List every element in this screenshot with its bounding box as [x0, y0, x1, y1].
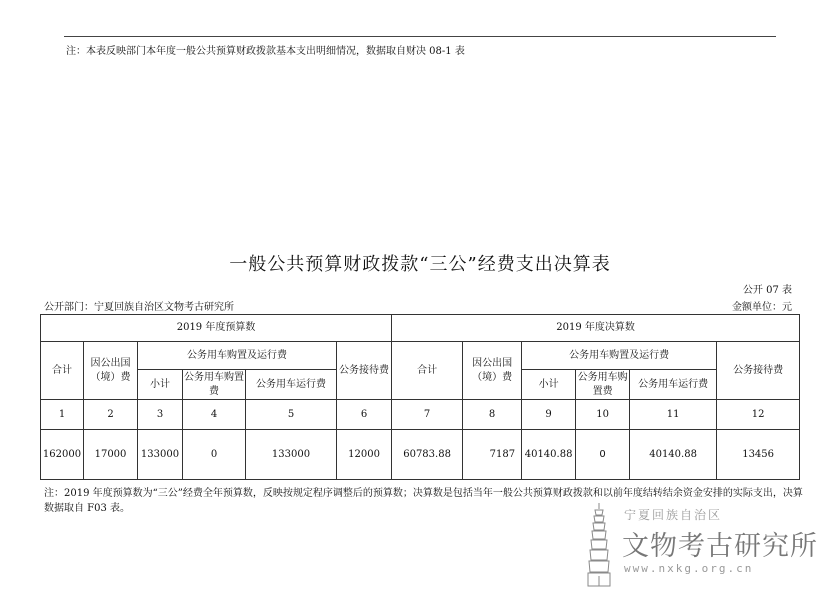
col-number: 5: [246, 400, 337, 430]
watermark-url: www.nxkg.org.cn: [624, 562, 754, 575]
budget-operation-value: 133000: [246, 430, 337, 480]
final-subtotal-header: 小计: [522, 370, 576, 400]
final-reception-value: 13456: [717, 430, 800, 480]
final-subtotal-value: 40140.88: [522, 430, 576, 480]
budget-vehicle-header: 公务用车购置及运行费: [138, 342, 337, 370]
budget-abroad-value: 17000: [84, 430, 138, 480]
final-purchase-header: 公务用车购置费: [576, 370, 630, 400]
final-header: 2019 年度决算数: [392, 315, 800, 342]
col-number: 2: [84, 400, 138, 430]
budget-subtotal-value: 133000: [138, 430, 183, 480]
budget-header: 2019 年度预算数: [41, 315, 392, 342]
column-number-row: [41, 400, 800, 430]
final-reception-header: 公务接待费: [717, 342, 800, 400]
col-number: 10: [576, 400, 630, 430]
col-number: 9: [522, 400, 576, 430]
col-number: 12: [717, 400, 800, 430]
final-total-value: 60783.88: [392, 430, 463, 480]
final-operation-value: 40140.88: [630, 430, 717, 480]
three-public-expense-table: [40, 314, 800, 480]
final-vehicle-header: 公务用车购置及运行费: [522, 342, 717, 370]
budget-abroad-header: 因公出国（境）费: [84, 342, 138, 400]
department-label: 公开部门：宁夏回族自治区文物考古研究所: [44, 302, 234, 313]
col-number: 3: [138, 400, 183, 430]
budget-reception-value: 12000: [337, 430, 392, 480]
budget-subtotal-header: 小计: [138, 370, 183, 400]
budget-total-value: 162000: [41, 430, 84, 480]
col-number: 1: [41, 400, 84, 430]
final-abroad-value: 7187: [463, 430, 522, 480]
final-abroad-header: 因公出国（境）费: [463, 342, 522, 400]
institute-watermark: [586, 502, 816, 588]
final-total-header: 合计: [392, 342, 463, 400]
col-number: 11: [630, 400, 717, 430]
page-title: 一般公共预算财政拨款“三公”经费支出决算表: [229, 254, 611, 275]
footnote: 注：2019 年度预算数为“三公”经费全年预算数，反映按规定程序调整后的预算数；决算数是包括当年一般公共预算财政拨款和以前年度结转结余资金安排的实际支出，决算数据取自 F03 表。: [44, 488, 803, 514]
pagoda-icon: [586, 502, 612, 588]
amount-unit: 金额单位：元: [732, 302, 792, 313]
final-operation-header: 公务用车运行费: [630, 370, 717, 400]
col-number: 8: [463, 400, 522, 430]
col-number: 6: [337, 400, 392, 430]
budget-total-header: 合计: [41, 342, 84, 400]
col-number: 4: [183, 400, 246, 430]
budget-reception-header: 公务接待费: [337, 342, 392, 400]
budget-purchase-header: 公务用车购置费: [183, 370, 246, 400]
budget-operation-header: 公务用车运行费: [246, 370, 337, 400]
value-row: [41, 430, 800, 480]
watermark-region: 宁夏回族自治区: [624, 508, 723, 522]
form-number: 公开 07 表: [742, 285, 792, 296]
top-note: 注：本表反映部门本年度一般公共预算财政拨款基本支出明细情况，数据取自财决 08-1 表: [66, 46, 465, 57]
table-header-row-2: [41, 342, 800, 370]
final-purchase-value: 0: [576, 430, 630, 480]
table-header-row-1: [41, 315, 800, 342]
col-number: 7: [392, 400, 463, 430]
top-rule: [64, 36, 776, 37]
watermark-institute-name: 文物考古研究所: [622, 531, 818, 562]
budget-purchase-value: 0: [183, 430, 246, 480]
